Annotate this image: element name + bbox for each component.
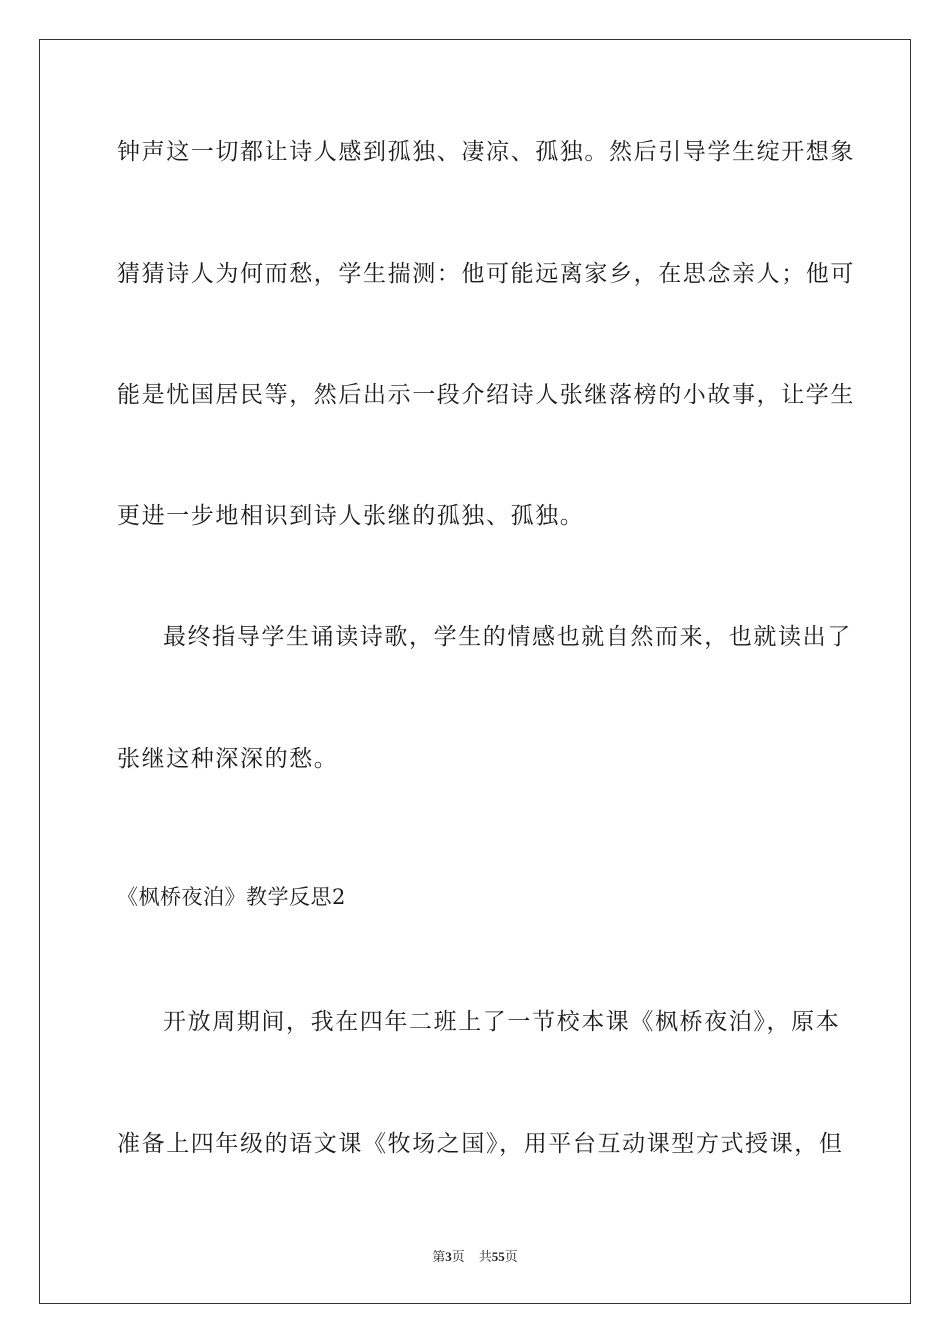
body-text-line-4: 更进一步地相识到诗人张继的孤独、孤独。: [117, 503, 585, 529]
body-text-line-5: 最终指导学生诵读诗歌，学生的情感也就自然而来，也就读出了: [163, 624, 852, 650]
page-number: 3: [445, 1249, 452, 1264]
body-text-line-2: 猜猜诗人为何而愁，学生揣测：他可能远离家乡，在思念亲人；他可: [117, 261, 855, 287]
body-text-line-3: 能是忧国居民等，然后出示一段介绍诗人张继落榜的小故事，让学生: [117, 382, 855, 408]
total-pages: 55: [491, 1249, 505, 1264]
body-text-line-6: 张继这种深深的愁。: [117, 746, 339, 772]
section-heading: 《枫桥夜泊》教学反思2: [117, 885, 346, 909]
body-text-line-1: 钟声这一切都让诗人感到孤独、凄凉、孤独。然后引导学生绽开想象: [117, 139, 855, 165]
page-label-prefix: 第: [432, 1249, 446, 1264]
body-text-line-8: 准备上四年级的语文课《牧场之国》，用平台互动课型方式授课，但: [117, 1131, 844, 1157]
page-footer: [0, 1248, 950, 1266]
page-label-suffix: 页: [451, 1249, 465, 1264]
body-text-line-7: 开放周期间，我在四年二班上了一节校本课《枫桥夜泊》，原本: [163, 1009, 841, 1035]
total-label-prefix: 共: [478, 1249, 492, 1264]
page-frame: [39, 39, 911, 1304]
total-label-suffix: 页: [504, 1249, 518, 1264]
